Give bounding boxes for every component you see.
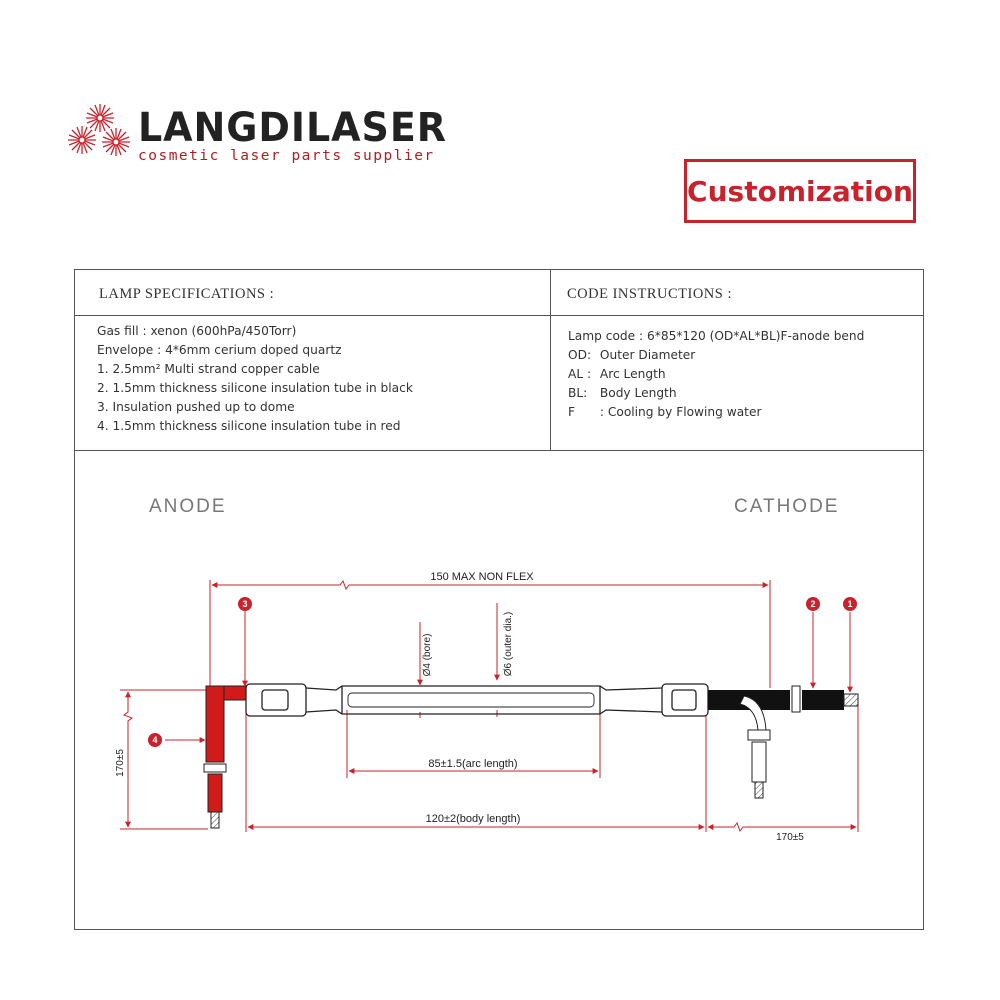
customization-label: Customization xyxy=(687,174,913,208)
lamp-specifications-header: LAMP SPECIFICATIONS : xyxy=(99,286,275,302)
code-text: Outer Diameter xyxy=(599,348,696,362)
dim-outer-label: Ø6 (outer dia.) xyxy=(503,611,514,677)
code-key: BL: xyxy=(568,386,588,400)
dim-arc-label: 85±1.5(arc length) xyxy=(428,758,518,770)
spec-line: 1. 2.5mm² Multi strand copper cable xyxy=(97,362,320,376)
marker-4-label: 4 xyxy=(152,735,158,745)
code-key: OD: xyxy=(568,348,592,362)
cathode-cable xyxy=(708,686,858,798)
code-key: AL : xyxy=(568,367,592,381)
dim-right-lead-label: 170±5 xyxy=(776,832,804,843)
code-text: Body Length xyxy=(599,386,677,400)
spec-line: Gas fill : xenon (600hPa/450Torr) xyxy=(97,324,297,338)
brand-name: LANGDILASER xyxy=(138,105,447,151)
brand-tagline: cosmetic laser parts supplier xyxy=(138,148,435,164)
anode-cable xyxy=(204,686,246,828)
dim-body-label: 120±2(body length) xyxy=(425,813,521,825)
dimension-right-lead-line xyxy=(708,823,856,831)
code-instructions-header: CODE INSTRUCTIONS : xyxy=(567,286,732,302)
dim-left-lead-label: 170±5 xyxy=(115,749,126,777)
cathode-label: CATHODE xyxy=(734,496,840,517)
spec-line: 3. Insulation pushed up to dome xyxy=(97,400,295,414)
anode-label: ANODE xyxy=(149,496,227,517)
lamp-code-line: Lamp code : 6*85*120 (OD*AL*BL)F-anode bend xyxy=(568,329,865,343)
lamp-body xyxy=(246,684,708,716)
spec-line: 4. 1.5mm thickness silicone insulation tube in red xyxy=(97,419,401,433)
code-text: Arc Length xyxy=(599,367,666,381)
code-key: F xyxy=(568,405,576,419)
marker-3-label: 3 xyxy=(242,599,248,609)
code-text: : Cooling by Flowing water xyxy=(599,405,762,419)
marker-2-label: 2 xyxy=(810,599,816,609)
marker-1-label: 1 xyxy=(847,599,853,609)
spec-line: Envelope : 4*6mm cerium doped quartz xyxy=(97,343,342,357)
dim-flex-label: 150 MAX NON FLEX xyxy=(430,571,534,583)
dim-bore-label: Ø4 (bore) xyxy=(422,633,433,677)
spec-line: 2. 1.5mm thickness silicone insulation tube in black xyxy=(97,381,413,395)
